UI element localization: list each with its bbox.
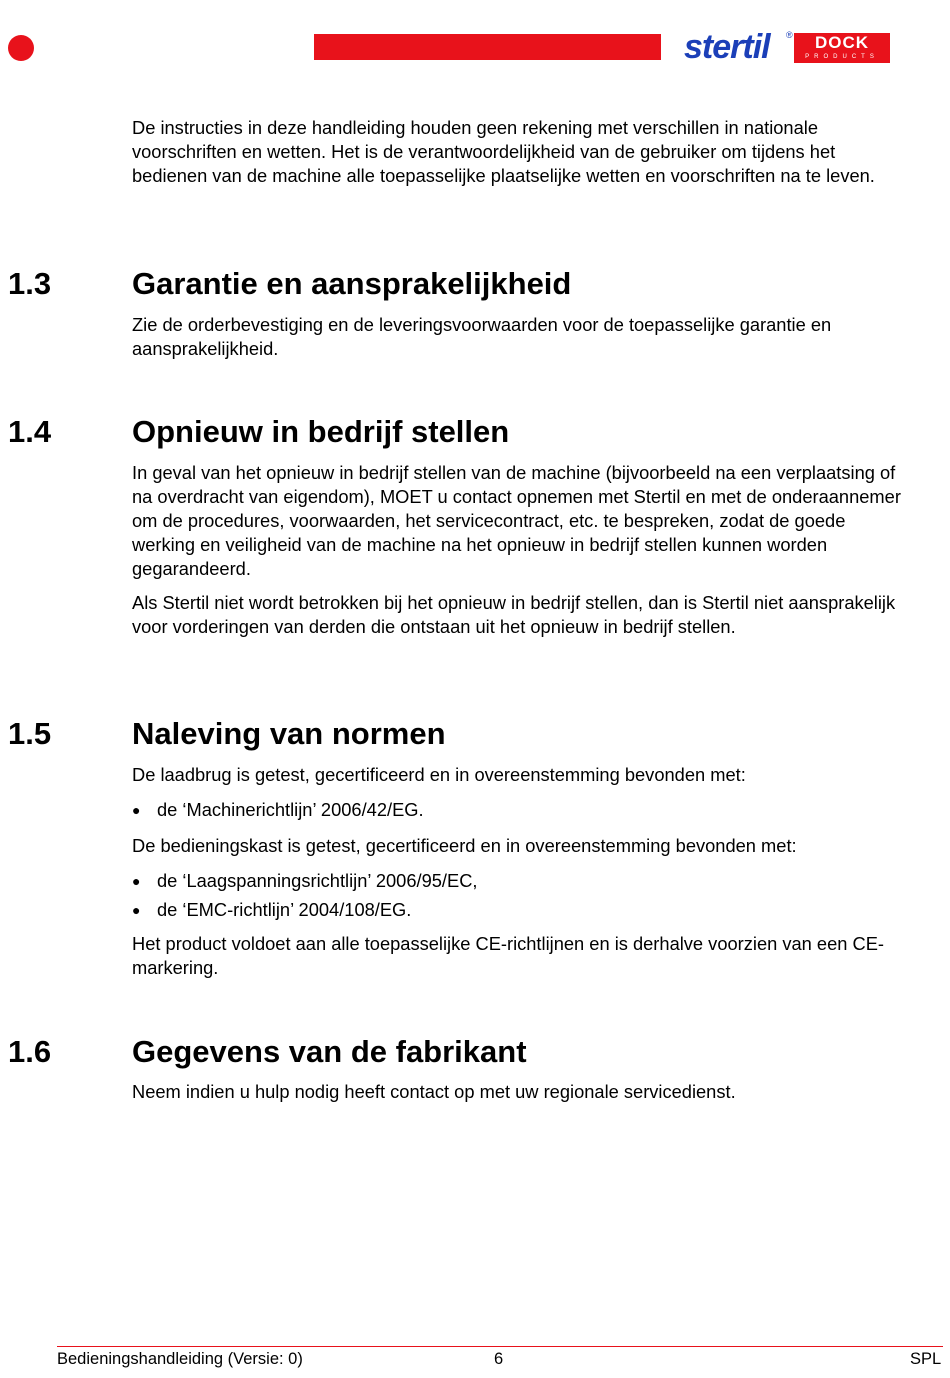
section-1-5-paragraph-3: Het product voldoet aan alle toepasselijke CE-richtlijnen en is derhalve voorzien van een CE-markering. [132, 933, 884, 978]
section-1-4-paragraph-2: Als Stertil niet wordt betrokken bij het opnieuw in bedrijf stellen, dan is Stertil niet aansprakelijk voor vorderingen van derden die ontstaan uit het opnieuw in bedrijf stellen. [132, 592, 896, 637]
logo-dock-text: DOCK [814, 33, 870, 52]
intro-paragraph: De instructies in deze handleiding houden geen rekening met verschillen in nationale voorschriften en wetten. Het is de verantwoordelijkheid van de gebruiker om tijdens het bedienen van de machine alle toepasselijke plaatselijke wetten en voorschriften na te leven. [132, 117, 875, 186]
section-title-1-4: Opnieuw in bedrijf stellen [132, 414, 510, 449]
section-title-1-5: Naleving van normen [132, 716, 446, 751]
bullet-icon: ● [132, 802, 141, 818]
list-item-text: de ‘EMC-richtlijn’ 2004/108/EG. [157, 899, 412, 920]
section-title-1-6: Gegevens van de fabrikant [132, 1034, 527, 1069]
logo-registered-mark: ® [786, 30, 793, 40]
section-number-1-5: 1.5 [8, 716, 52, 751]
section-number-1-3: 1.3 [8, 266, 52, 301]
logo-products-text: PRODUCTS [805, 54, 879, 60]
section-1-5-paragraph-1: De laadbrug is getest, gecertificeerd en in overeenstemming bevonden met: [132, 764, 746, 785]
section-number-1-4: 1.4 [8, 414, 52, 449]
bullet-icon: ● [132, 873, 141, 889]
bullet-icon: ● [132, 902, 141, 918]
list-item-text: de ‘Machinerichtlijn’ 2006/42/EG. [157, 799, 424, 820]
logo-dock-box [794, 33, 890, 63]
footer-document-title: Bedieningshandleiding (Versie: 0) [57, 1350, 303, 1368]
logo-wordmark: stertil [684, 28, 770, 66]
section-title-1-3: Garantie en aansprakelijkheid [132, 266, 572, 301]
footer-divider [57, 1346, 943, 1347]
red-dot-mark [8, 35, 34, 61]
stertil-dock-logo [684, 28, 892, 68]
header-red-bar [314, 34, 661, 60]
list-item-text: de ‘Laagspanningsrichtlijn’ 2006/95/EC, [157, 870, 478, 891]
footer-code: SPL [910, 1350, 942, 1368]
section-1-6-paragraph: Neem indien u hulp nodig heeft contact op met uw regionale servicedienst. [132, 1081, 736, 1102]
page-number: 6 [494, 1350, 504, 1368]
section-1-3-paragraph: Zie de orderbevestiging en de leveringsvoorwaarden voor de toepasselijke garantie en aansprakelijkheid. [132, 314, 832, 359]
section-number-1-6: 1.6 [8, 1034, 52, 1069]
section-1-5-paragraph-2: De bedieningskast is getest, gecertificeerd en in overeenstemming bevonden met: [132, 835, 797, 856]
section-1-4-paragraph-1: In geval van het opnieuw in bedrijf stellen van de machine (bijvoorbeeld na een verplaatsing of na overdracht van eigendom), MOET u contact opnemen met Stertil en met de onderaannemer om de procedures, voorwaarden, het servicecontract, etc. te bespreken, zodat de goede werking en veiligheid van de machine na het opnieuw in bedrijf stellen kunnen worden gegarandeerd. [132, 462, 901, 579]
